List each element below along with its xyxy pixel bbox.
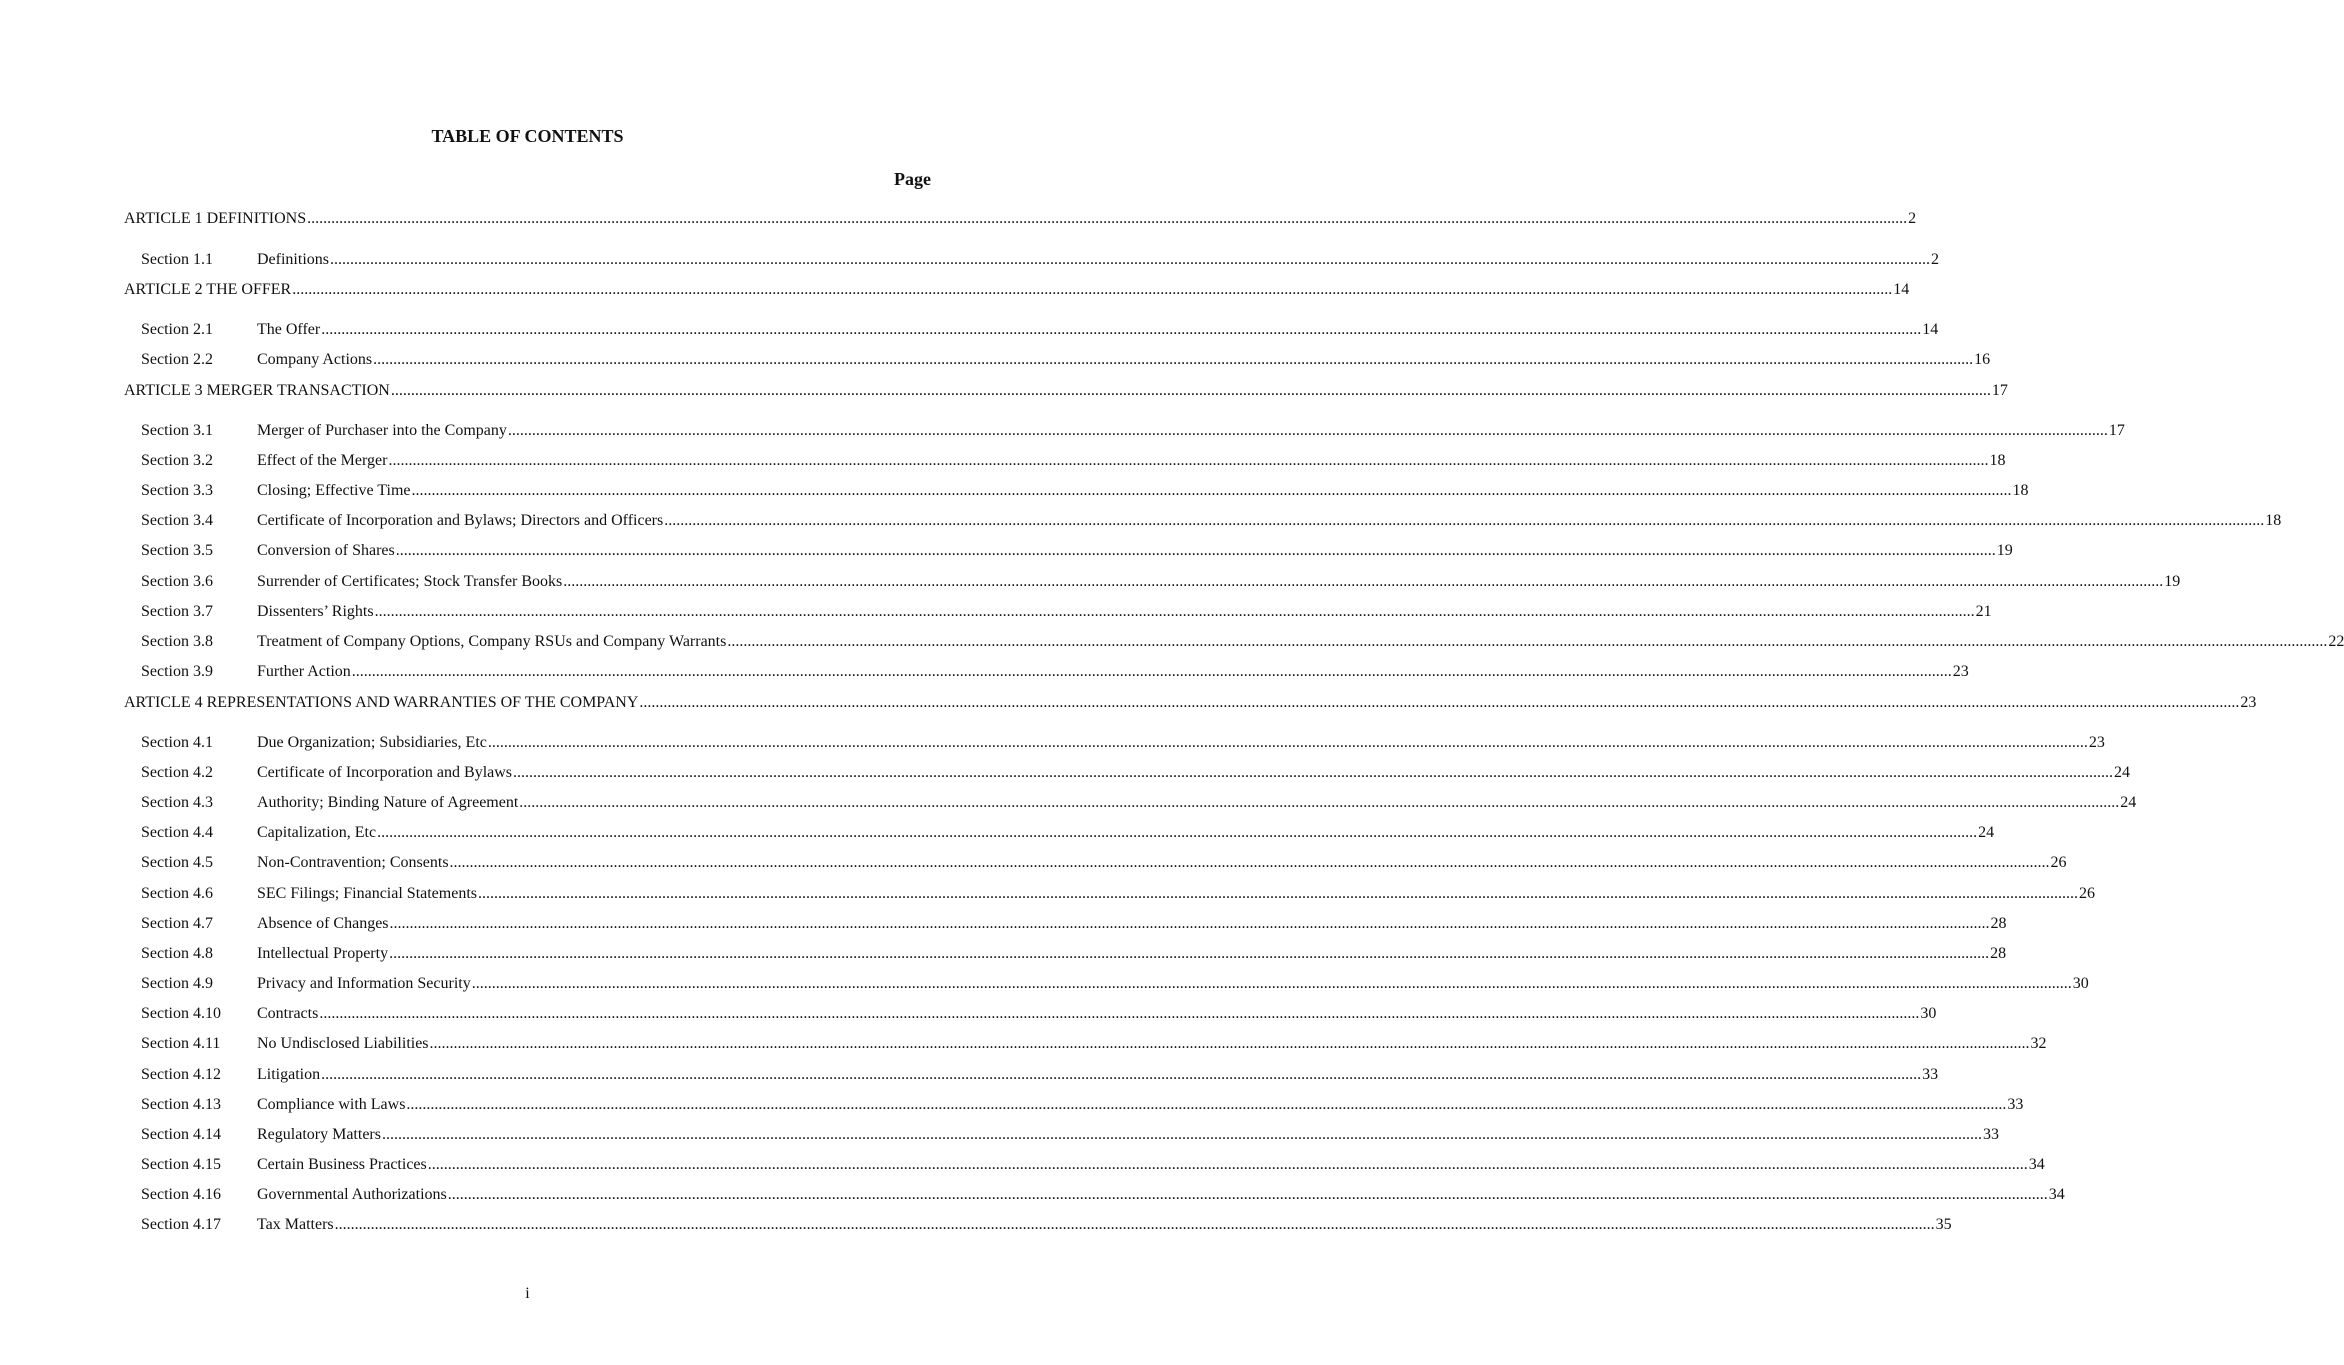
section-number: Section 4.16	[141, 1186, 221, 1203]
toc-section-entry[interactable]	[141, 1003, 1937, 1025]
dot-leader: ................................................................................................................................................................................................................................................................................................................................................................................................................	[471, 975, 2072, 992]
page-number: 30	[2072, 975, 2089, 992]
section-title: Further Action	[257, 663, 351, 680]
toc-section-entry[interactable]	[141, 762, 2131, 784]
page-number: 33	[1922, 1066, 1939, 1083]
toc-section-entry[interactable]	[141, 1184, 2065, 1206]
dot-leader: ................................................................................................................................................................................................................................................................................................................................................................................................................	[377, 824, 1978, 841]
section-title: Privacy and Information Security	[257, 975, 471, 992]
section-title: SEC Filings; Financial Statements	[257, 885, 477, 902]
section-number: Section 3.1	[141, 422, 213, 439]
page-number: 28	[1990, 915, 2007, 932]
section-number: Section 4.11	[141, 1035, 221, 1052]
section-number: Section 4.10	[141, 1005, 221, 1022]
footer-page-number: i	[525, 1285, 530, 1302]
section-number: Section 4.7	[141, 915, 213, 932]
section-title: Certificate of Incorporation and Bylaws; Directors and Officers	[257, 512, 664, 529]
page-number: 17	[1991, 382, 2008, 399]
dot-leader: ................................................................................................................................................................................................................................................................................................................................................................................................................	[427, 1156, 2028, 1173]
dot-leader: ................................................................................................................................................................................................................................................................................................................................................................................................................	[487, 734, 2088, 751]
dot-leader: ................................................................................................................................................................................................................................................................................................................................................................................................................	[374, 603, 1975, 620]
page-number: 33	[1982, 1126, 1999, 1143]
section-title: Absence of Changes	[257, 915, 389, 932]
page-number: 19	[2164, 573, 2181, 590]
section-number: Section 4.2	[141, 764, 213, 781]
dot-leader: ................................................................................................................................................................................................................................................................................................................................................................................................................	[447, 1186, 2048, 1203]
article-title: ARTICLE 3 MERGER TRANSACTION	[124, 382, 390, 399]
page-number: 26	[2079, 885, 2095, 902]
section-number: Section 2.1	[141, 321, 213, 338]
page-number: 24	[2114, 764, 2131, 781]
dot-leader: ................................................................................................................................................................................................................................................................................................................................................................................................................	[519, 794, 2120, 811]
dot-leader: ................................................................................................................................................................................................................................................................................................................................................................................................................	[639, 694, 2240, 711]
dot-leader: ................................................................................................................................................................................................................................................................................................................................................................................................................	[411, 482, 2012, 499]
section-number: Section 4.14	[141, 1126, 221, 1143]
page-number: 14	[1893, 281, 1910, 298]
section-title: Treatment of Company Options, Company RSUs and Company Warrants	[257, 633, 727, 650]
section-title: Conversion of Shares	[257, 542, 395, 559]
toc-article-entry[interactable]	[124, 279, 1910, 301]
section-title: The Offer	[257, 321, 321, 338]
section-title: Contracts	[257, 1005, 319, 1022]
section-title: Dissenters’ Rights	[257, 603, 374, 620]
section-title: Non-Contravention; Consents	[257, 854, 449, 871]
section-title: Certificate of Incorporation and Bylaws	[257, 764, 513, 781]
section-number: Section 4.8	[141, 945, 213, 962]
dot-leader: ................................................................................................................................................................................................................................................................................................................................................................................................................	[321, 1066, 1922, 1083]
page-number: 2	[1908, 210, 1917, 227]
page-number: 21	[1975, 603, 1992, 620]
toc-section-entry[interactable]	[141, 601, 1992, 623]
section-number: Section 4.4	[141, 824, 213, 841]
section-title: Capitalization, Etc	[257, 824, 377, 841]
section-number: Section 3.5	[141, 542, 213, 559]
page-number: 14	[1922, 321, 1939, 338]
dot-leader: ................................................................................................................................................................................................................................................................................................................................................................................................................	[429, 1035, 2030, 1052]
dot-leader: ................................................................................................................................................................................................................................................................................................................................................................................................................	[478, 885, 2078, 902]
dot-leader: ................................................................................................................................................................................................................................................................................................................................................................................................................	[395, 542, 1996, 559]
dot-leader: ................................................................................................................................................................................................................................................................................................................................................................................................................	[727, 633, 2328, 650]
page-number: 32	[2030, 1035, 2047, 1052]
section-title: Tax Matters	[257, 1216, 334, 1233]
page-number: 18	[2265, 512, 2282, 529]
section-number: Section 4.17	[141, 1216, 221, 1233]
section-title: Closing; Effective Time	[257, 482, 411, 499]
section-number: Section 3.6	[141, 573, 213, 590]
toc-section-entry[interactable]	[141, 571, 2181, 593]
toc-section-entry[interactable]	[141, 480, 2029, 502]
section-number: Section 3.7	[141, 603, 213, 620]
section-title: Litigation	[257, 1066, 321, 1083]
page-number: 18	[2012, 482, 2029, 499]
toc-section-entry[interactable]	[141, 852, 2067, 874]
toc-section-entry[interactable]	[141, 661, 1969, 683]
toc-article-entry[interactable]	[124, 692, 2257, 714]
dot-leader: ................................................................................................................................................................................................................................................................................................................................................................................................................	[507, 422, 2108, 439]
dot-leader: ................................................................................................................................................................................................................................................................................................................................................................................................................	[292, 281, 1893, 298]
section-number: Section 4.12	[141, 1066, 221, 1083]
dot-leader: ................................................................................................................................................................................................................................................................................................................................................................................................................	[334, 1216, 1935, 1233]
toc-section-entry[interactable]	[141, 943, 2007, 965]
section-number: Section 3.8	[141, 633, 213, 650]
section-number: Section 3.9	[141, 663, 213, 680]
dot-leader: ................................................................................................................................................................................................................................................................................................................................................................................................................	[449, 854, 2050, 871]
dot-leader: ................................................................................................................................................................................................................................................................................................................................................................................................................	[373, 351, 1974, 368]
toc-section-entry[interactable]	[141, 1033, 2047, 1055]
article-title: ARTICLE 4 REPRESENTATIONS AND WARRANTIES OF THE COMPANY	[124, 694, 639, 711]
dot-leader: ................................................................................................................................................................................................................................................................................................................................................................................................................	[389, 915, 1990, 932]
section-number: Section 4.3	[141, 794, 213, 811]
toc-section-entry[interactable]	[141, 732, 2105, 754]
toc-section-entry[interactable]	[141, 792, 2137, 814]
dot-leader: ................................................................................................................................................................................................................................................................................................................................................................................................................	[381, 1126, 1982, 1143]
section-number: Section 4.13	[141, 1096, 221, 1113]
page-number: 19	[1996, 542, 2013, 559]
page-number: 23	[2088, 734, 2105, 751]
page-number: 33	[2007, 1096, 2024, 1113]
section-number: Section 4.6	[141, 885, 213, 902]
section-title: Authority; Binding Nature of Agreement	[257, 794, 519, 811]
toc-section-entry[interactable]	[141, 349, 1991, 371]
toc-section-entry[interactable]	[141, 510, 2282, 532]
page-number: 30	[1920, 1005, 1937, 1022]
toc-section-entry[interactable]	[141, 319, 1939, 341]
dot-leader: ................................................................................................................................................................................................................................................................................................................................................................................................................	[563, 573, 2164, 590]
toc-section-entry[interactable]	[141, 1154, 2045, 1176]
page-number: 34	[2048, 1186, 2065, 1203]
page-number: 18	[1989, 452, 2006, 469]
toc-section-entry[interactable]	[141, 913, 2007, 935]
toc-section-entry[interactable]	[141, 631, 2344, 653]
page-number: 35	[1935, 1216, 1952, 1233]
section-title: Definitions	[257, 251, 329, 268]
section-title: Intellectual Property	[257, 945, 389, 962]
toc-section-entry[interactable]	[141, 1094, 2024, 1116]
section-title: Surrender of Certificates; Stock Transfer Books	[257, 573, 563, 590]
dot-leader: ................................................................................................................................................................................................................................................................................................................................................................................................................	[513, 764, 2114, 781]
page-number: 22	[2328, 633, 2344, 650]
section-title: Regulatory Matters	[257, 1126, 381, 1143]
dot-leader: ................................................................................................................................................................................................................................................................................................................................................................................................................	[319, 1005, 1920, 1022]
section-title: Governmental Authorizations	[257, 1186, 447, 1203]
page-number: 23	[2240, 694, 2257, 711]
section-number: Section 3.4	[141, 512, 213, 529]
toc-title: TABLE OF CONTENTS	[431, 126, 624, 146]
section-number: Section 4.1	[141, 734, 213, 751]
page-column-heading: Page	[894, 169, 931, 189]
section-number: Section 1.1	[141, 251, 213, 268]
toc-section-entry[interactable]	[141, 822, 1995, 844]
toc-section-entry[interactable]	[141, 249, 1939, 271]
dot-leader: ................................................................................................................................................................................................................................................................................................................................................................................................................	[330, 251, 1930, 268]
page-number: 24	[1978, 824, 1995, 841]
dot-leader: ................................................................................................................................................................................................................................................................................................................................................................................................................	[321, 321, 1922, 338]
toc-section-entry[interactable]	[141, 973, 2089, 995]
section-title: Company Actions	[257, 351, 373, 368]
dot-leader: ................................................................................................................................................................................................................................................................................................................................................................................................................	[307, 210, 1908, 227]
toc-section-entry[interactable]	[141, 1064, 1939, 1086]
page-number: 16	[1974, 351, 1991, 368]
dot-leader: ................................................................................................................................................................................................................................................................................................................................................................................................................	[406, 1096, 2007, 1113]
section-title: Certain Business Practices	[257, 1156, 427, 1173]
section-number: Section 2.2	[141, 351, 213, 368]
page-number: 2	[1931, 251, 1939, 268]
section-number: Section 4.15	[141, 1156, 221, 1173]
section-title: Merger of Purchaser into the Company	[257, 422, 507, 439]
toc-section-entry[interactable]	[141, 1124, 1999, 1146]
page-number: 26	[2050, 854, 2067, 871]
page-number: 17	[2108, 422, 2125, 439]
toc-article-entry[interactable]	[124, 208, 1917, 230]
article-title: ARTICLE 1 DEFINITIONS	[124, 210, 307, 227]
dot-leader: ................................................................................................................................................................................................................................................................................................................................................................................................................	[389, 945, 1990, 962]
section-number: Section 3.3	[141, 482, 213, 499]
section-title: No Undisclosed Liabilities	[257, 1035, 429, 1052]
section-title: Due Organization; Subsidiaries, Etc	[257, 734, 487, 751]
toc-section-entry[interactable]	[141, 883, 2095, 905]
toc-section-entry[interactable]	[141, 540, 2013, 562]
toc-section-entry[interactable]	[141, 450, 2006, 472]
page-number: 34	[2028, 1156, 2045, 1173]
section-number: Section 4.5	[141, 854, 213, 871]
section-number: Section 3.2	[141, 452, 213, 469]
dot-leader: ................................................................................................................................................................................................................................................................................................................................................................................................................	[664, 512, 2265, 529]
toc-section-entry[interactable]	[141, 1214, 1952, 1236]
page-number: 23	[1952, 663, 1969, 680]
dot-leader: ................................................................................................................................................................................................................................................................................................................................................................................................................	[388, 452, 1989, 469]
page-number: 24	[2120, 794, 2137, 811]
dot-leader: ................................................................................................................................................................................................................................................................................................................................................................................................................	[351, 663, 1952, 680]
article-title: ARTICLE 2 THE OFFER	[124, 281, 292, 298]
section-title: Effect of the Merger	[257, 452, 388, 469]
dot-leader: ................................................................................................................................................................................................................................................................................................................................................................................................................	[390, 382, 1991, 399]
toc-section-entry[interactable]	[141, 420, 2125, 442]
page-number: 28	[1990, 945, 2007, 962]
section-title: Compliance with Laws	[257, 1096, 406, 1113]
toc-article-entry[interactable]	[124, 380, 2008, 402]
section-number: Section 4.9	[141, 975, 213, 992]
